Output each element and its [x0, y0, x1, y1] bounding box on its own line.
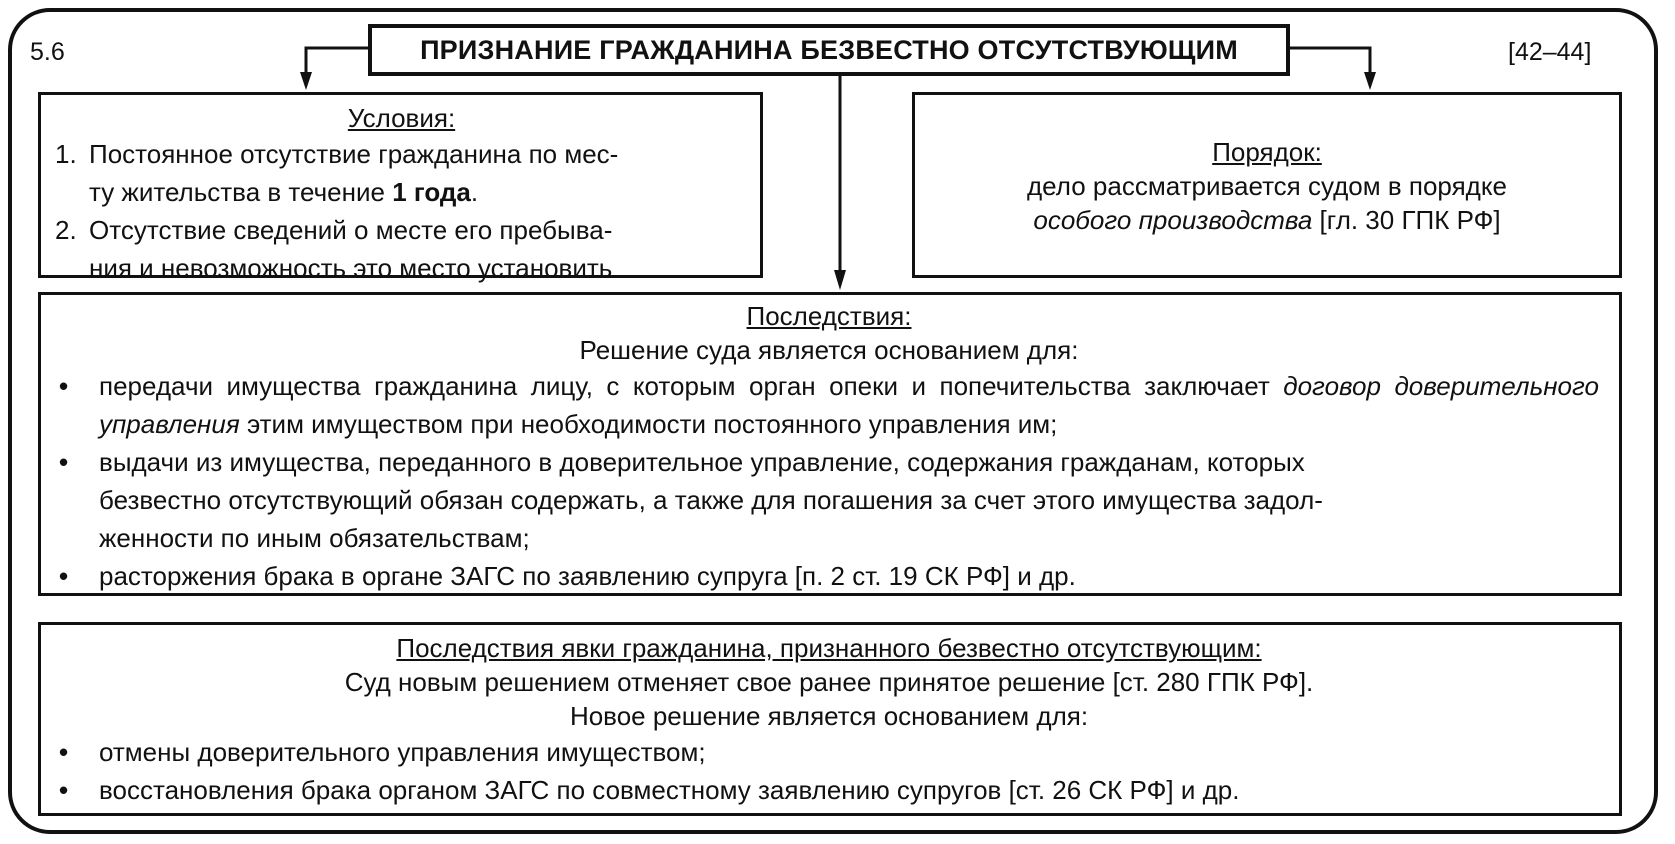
consequence-3-text: расторжения брака в органе ЗАГС по заявлению супруга [п. 2 ст. 19 СК РФ] и др.: [99, 561, 1076, 591]
bullet-marker: •: [59, 775, 69, 805]
procedure-heading: Порядок:: [1212, 137, 1322, 167]
procedure-special-proceeding: особого производства: [1033, 205, 1313, 235]
bullet-marker: •: [59, 561, 69, 591]
consequence-1-italic-a: договор: [1283, 371, 1381, 401]
consequence-item-1: [59, 367, 1599, 443]
conditions-box: [38, 92, 763, 283]
bullet-marker: •: [59, 371, 69, 401]
consequences-heading: Последствия:: [746, 301, 912, 331]
consequence-item-3: [59, 557, 1599, 595]
consequence-2-line-3: женности по иным обязательствам;: [99, 523, 530, 553]
condition-1-period: 1 года: [392, 177, 471, 207]
appearance-heading: Последствия явки гражданина, признанного безвестно отсутствующим:: [396, 633, 1262, 663]
condition-2-line-2: ния и невозможность это место установить: [89, 253, 613, 283]
condition-item-1: [55, 135, 748, 211]
consequence-1-text: передачи имущества гражданина лицу, с которым орган опеки и попечительства заключает: [99, 371, 1284, 401]
diagram-reference: [42–44]: [1508, 38, 1592, 66]
condition-2-line-1: Отсутствие сведений о месте его пребыва-: [89, 215, 613, 245]
condition-number-1: 1.: [55, 139, 77, 169]
condition-item-2: [55, 211, 748, 287]
appearance-line-2: Новое решение является основанием для:: [569, 701, 1089, 731]
bullet-marker: •: [59, 447, 69, 477]
diagram-title: ПРИЗНАНИЕ ГРАЖДАНИНА БЕЗВЕСТНО ОТСУТСТВУЮЩИМ: [368, 24, 1290, 76]
appearance-item-1-text: отмены доверительного управления имуществом;: [99, 737, 706, 767]
condition-1-line-1: Постоянное отсутствие гражданина по мес-: [89, 139, 619, 169]
appearance-item-2-text: восстановления брака органом ЗАГС по совместному заявлению супругов [ст. 26 СК РФ] и др.: [99, 775, 1240, 805]
bullet-marker: •: [59, 737, 69, 767]
procedure-line-2: [915, 203, 1619, 237]
consequences-subheading: Решение суда является основанием для:: [579, 335, 1079, 365]
procedure-reference: [гл. 30 ГПК РФ]: [1312, 205, 1501, 235]
condition-1-line-2: ту жительства в течение: [89, 177, 393, 207]
appearance-line-1: Суд новым решением отменяет свое ранее принятое решение [ст. 280 ГПК РФ].: [344, 667, 1314, 697]
consequence-2-line-2: безвестно отсутствующий обязан содержать, а также для погашения за счет этого имущества задол-: [99, 485, 1323, 515]
consequence-1-italic-b: доверительного управления: [99, 371, 1599, 439]
consequence-item-2: [59, 443, 1599, 557]
conditions-heading: Условия:: [347, 103, 456, 133]
consequence-2-line-1: выдачи из имущества, переданного в доверительное управление, содержания гражданам, которых: [99, 447, 1305, 477]
appearance-item-2: [59, 771, 1599, 809]
consequences-box: [38, 292, 1622, 596]
procedure-box: [912, 92, 1622, 278]
condition-number-2: 2.: [55, 215, 77, 245]
diagram-number: 5.6: [30, 38, 65, 66]
procedure-line-1: дело рассматривается судом в порядке: [1027, 171, 1507, 201]
appearance-item-1: [59, 733, 1599, 771]
condition-1-end: .: [470, 177, 479, 207]
appearance-box: [38, 622, 1622, 816]
consequence-1-end: этим имуществом при необходимости постоянного управления им;: [239, 409, 1058, 439]
